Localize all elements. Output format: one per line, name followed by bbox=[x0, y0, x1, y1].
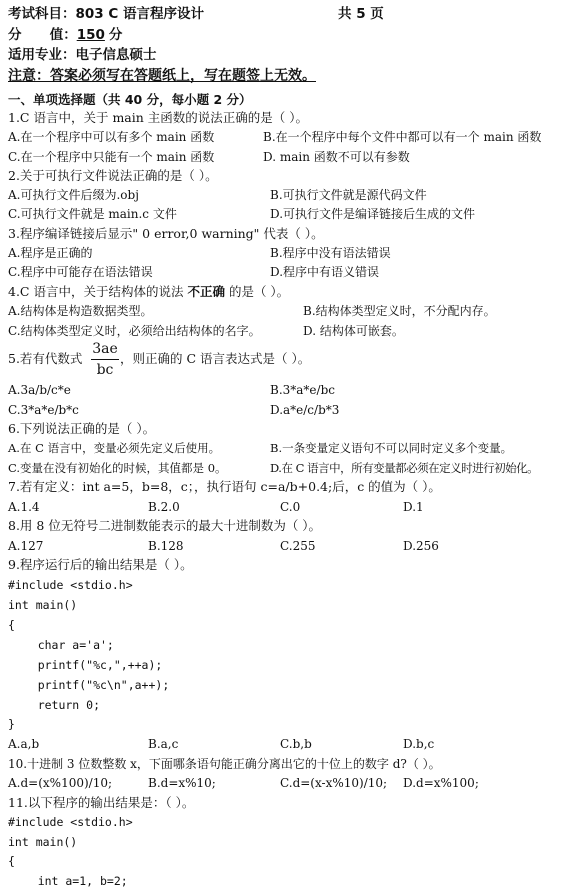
score-line bbox=[8, 27, 122, 43]
question-1-option-c: C.在一个程序中只能有一个 main 函数 bbox=[8, 150, 215, 164]
question-5-option-d: D.a*e/c/b*3 bbox=[270, 403, 340, 417]
question-11-stem: 11.以下程序的输出结果是：（ ）。 bbox=[8, 795, 195, 810]
question-3-option-a: A.程序是正确的 bbox=[8, 246, 93, 260]
question-7-option-b: B.2.0 bbox=[148, 500, 180, 514]
code-line: printf("%c,",++a); bbox=[10, 658, 163, 672]
question-3-option-d: D.程序中有语义错误 bbox=[270, 265, 380, 279]
code-line: printf("%c\n",a++); bbox=[10, 678, 170, 692]
code-line: char a='a'; bbox=[10, 638, 114, 652]
question-4-emphasis: 不正确 bbox=[187, 284, 225, 299]
question-8-option-d: D.256 bbox=[403, 539, 439, 553]
fraction-bar bbox=[91, 359, 119, 360]
question-6-option-b: B.一条变量定义语句不可以同时定义多个变量。 bbox=[270, 441, 513, 455]
question-6-stem: 6.下列说法正确的是（ ）。 bbox=[8, 421, 156, 436]
question-5-option-b: B.3*a*e/bc bbox=[270, 383, 335, 397]
code-line: return 0; bbox=[10, 698, 101, 712]
question-9-option-a: A.a,b bbox=[8, 737, 40, 751]
question-5-option-a: A.3a/b/c*e bbox=[8, 383, 71, 397]
question-9-option-d: D.b,c bbox=[403, 737, 435, 751]
question-4-option-a: A.结构体是构造数据类型。 bbox=[8, 304, 153, 318]
score-label: 分 值： bbox=[8, 27, 77, 43]
answer-notice: 注意：答案必须写在答题纸上，写在题签上无效。 bbox=[8, 68, 316, 84]
question-4-option-b: B.结构体类型定义时，不分配内存。 bbox=[303, 304, 496, 318]
score-value: 150 bbox=[76, 27, 105, 43]
question-7-option-c: C.0 bbox=[280, 500, 301, 514]
question-3-option-c: C.程序中可能存在语法错误 bbox=[8, 265, 153, 279]
code-line: int main() bbox=[8, 598, 78, 612]
question-4-stem-c: 的是（ ）。 bbox=[228, 284, 290, 299]
section-title: 一、单项选择题（共 40 分，每小题 2 分） bbox=[8, 92, 252, 107]
question-1-option-d: D. main 函数不可以有参数 bbox=[263, 150, 410, 164]
fraction-numerator: 3ae bbox=[92, 341, 118, 357]
question-2-option-c: C.可执行文件就是 main.c 文件 bbox=[8, 207, 177, 221]
question-1-option-b: B.在一个程序中每个文件中都可以有一个 main 函数 bbox=[263, 130, 542, 144]
question-5-stem-b: ，则正确的 C 语言表达式是（ ）。 bbox=[120, 351, 311, 366]
question-8-option-b: B.128 bbox=[148, 539, 184, 553]
question-10-option-d: D.d=x%100; bbox=[403, 776, 479, 790]
code-line: #include <stdio.h> bbox=[8, 578, 133, 592]
code-line: int a=1, b=2; bbox=[10, 874, 128, 888]
question-10-option-c: C.d=(x-x%10)/10; bbox=[280, 776, 388, 790]
fraction-denominator: bc bbox=[96, 362, 114, 378]
code-line: } bbox=[8, 717, 15, 731]
question-2-option-d: D.可执行文件是编译链接后生成的文件 bbox=[270, 207, 476, 221]
question-5-fraction bbox=[91, 341, 119, 379]
question-4-stem bbox=[8, 284, 289, 300]
question-9-option-b: B.a,c bbox=[148, 737, 179, 751]
question-6-option-c: C.变量在没有初始化的时候，其值都是 0。 bbox=[8, 461, 227, 475]
question-8-option-a: A.127 bbox=[8, 539, 44, 553]
question-2-option-a: A.可执行文件后缀为.obj bbox=[8, 188, 139, 202]
question-9-stem: 9.程序运行后的输出结果是（ ）。 bbox=[8, 557, 193, 572]
score-unit: 分 bbox=[108, 27, 123, 43]
exam-subject: 考试科目：803 C 语言程序设计 bbox=[8, 6, 204, 22]
question-3-stem: 3.程序编译链接后显示" 0 error,0 warning" 代表（ ）。 bbox=[8, 226, 324, 241]
question-1-option-a: A.在一个程序中可以有多个 main 函数 bbox=[8, 130, 215, 144]
question-2-stem: 2.关于可执行文件说法正确的是（ ）。 bbox=[8, 168, 218, 183]
question-2-option-b: B.可执行文件就是源代码文件 bbox=[270, 188, 427, 202]
code-line: { bbox=[8, 618, 15, 632]
question-7-option-d: D.1 bbox=[403, 500, 424, 514]
question-3-option-b: B.程序中没有语法错误 bbox=[270, 246, 391, 260]
applicable-major: 适用专业：电子信息硕士 bbox=[8, 47, 157, 63]
question-6-option-d: D.在 C 语言中，所有变量都必须在定义时进行初始化。 bbox=[270, 461, 539, 475]
question-9-option-c: C.b,b bbox=[280, 737, 312, 751]
question-1-stem: 1.C 语言中，关于 main 主函数的说法正确的是（ ）。 bbox=[8, 110, 308, 125]
code-line: #include <stdio.h> bbox=[8, 815, 133, 829]
question-4-option-c: C.结构体类型定义时，必须给出结构体的名字。 bbox=[8, 324, 261, 338]
question-7-stem: 7.若有定义：int a=5，b=8，c；，执行语句 c=a/b+0.4;后，c 的值为（ ）。 bbox=[8, 479, 441, 494]
question-7-option-a: A.1.4 bbox=[8, 500, 40, 514]
question-8-option-c: C.255 bbox=[280, 539, 316, 553]
code-line: int main() bbox=[8, 835, 78, 849]
question-10-option-a: A.d=(x%100)/10; bbox=[8, 776, 113, 790]
code-line: { bbox=[8, 854, 15, 868]
question-4-stem-a: 4.C 语言中，关于结构体的说法 bbox=[8, 284, 184, 299]
question-10-stem: 10.十进制 3 位数整数 x，下面哪条语句能正确分离出它的十位上的数字 d?（ ）。 bbox=[8, 757, 441, 771]
question-10-option-b: B.d=x%10; bbox=[148, 776, 216, 790]
question-5-option-c: C.3*a*e/b*c bbox=[8, 403, 79, 417]
question-8-stem: 8.用 8 位无符号二进制数能表示的最大十进制数为（ ）。 bbox=[8, 518, 322, 533]
question-6-option-a: A.在 C 语言中，变量必须先定义后使用。 bbox=[8, 441, 221, 455]
question-4-option-d: D. 结构体可嵌套。 bbox=[303, 324, 404, 338]
question-5-stem-a: 5.若有代数式 bbox=[8, 351, 83, 366]
page-count: 共 5 页 bbox=[338, 6, 384, 22]
